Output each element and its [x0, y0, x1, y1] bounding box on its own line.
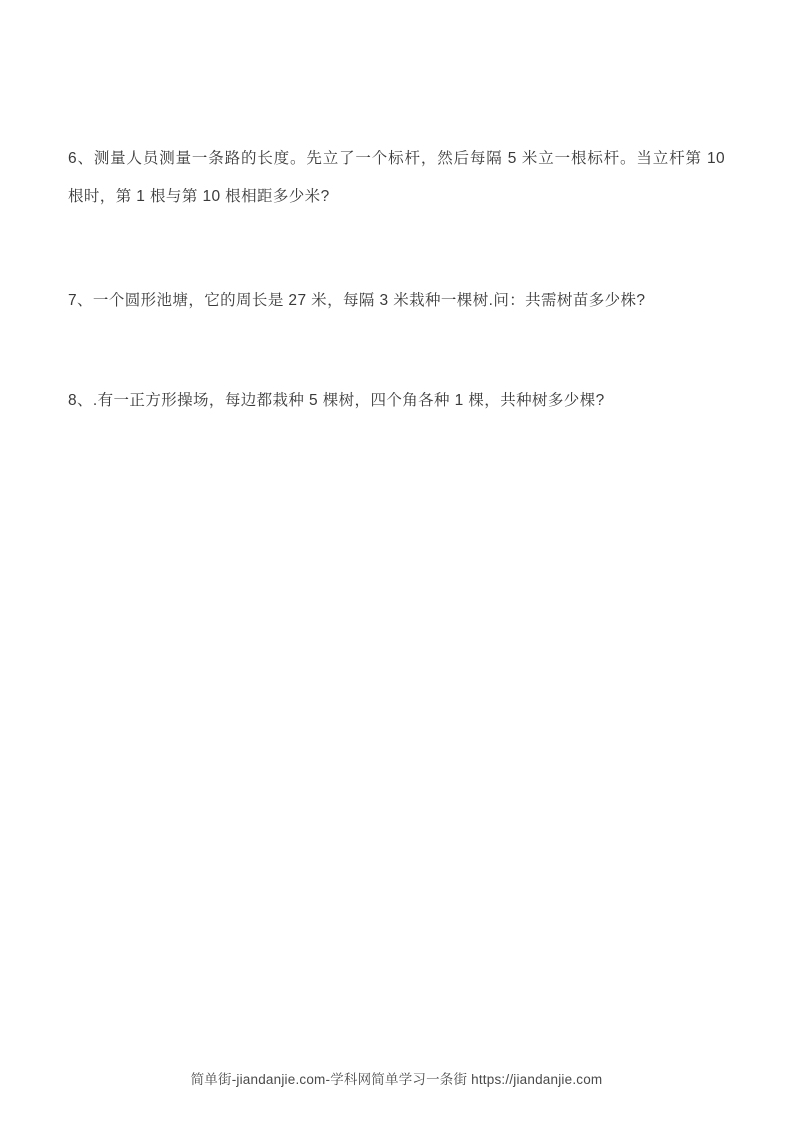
question-item-7: 7、一个圆形池塘，它的周长是 27 米，每隔 3 米栽种一棵树.问：共需树苗多少株?: [68, 291, 646, 309]
question-item-6: 6、测量人员测量一条路的长度。先立了一个标杆，然后每隔 5 米立一根标杆。当立杆第 10 根时，第 1 根与第 10 根相距多少米?: [68, 150, 725, 205]
question-item-8: 8、.有一正方形操场，每边都栽种 5 棵树，四个角各种 1 棵，共种树多少棵?: [68, 391, 605, 409]
page-footer: 简单街-jiandanjie.com-学科网简单学习一条街 https://jiandanjie.com: [190, 1072, 603, 1087]
question-list: [68, 0, 725, 420]
